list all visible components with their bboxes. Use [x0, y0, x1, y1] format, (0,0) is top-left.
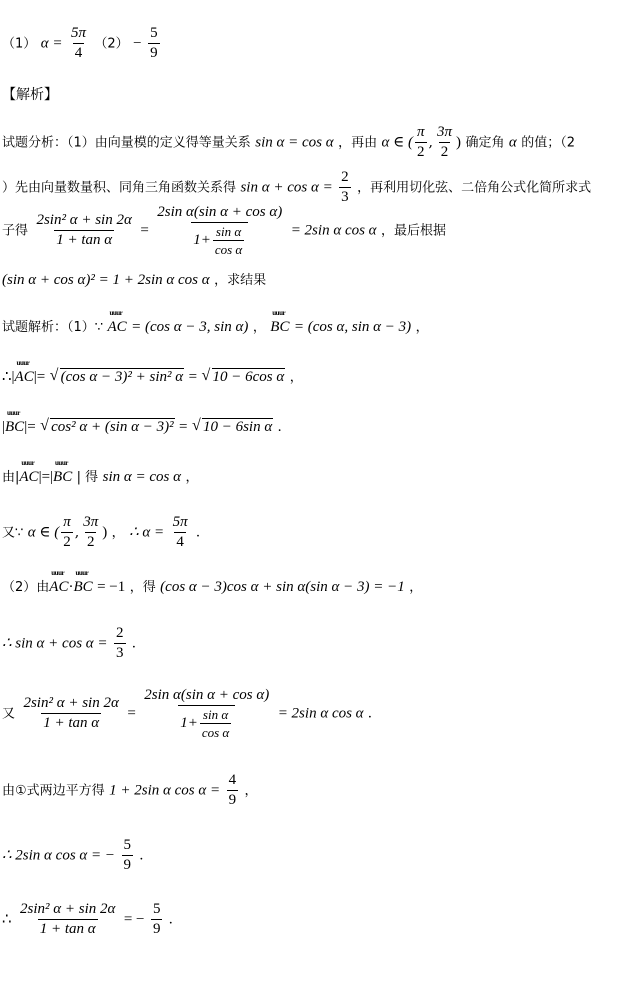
math-expr: = −1 — [97, 579, 126, 595]
math-expr: = 2sin α cos α — [290, 222, 377, 239]
math-expr: | — [2, 419, 6, 435]
math-expr: sin α = cos α — [255, 134, 334, 151]
solution-line-2 — [2, 370, 303, 385]
fraction: $\frac{3\pi}{2}$ — [83, 514, 99, 550]
answer-2-fraction: $\frac{5}{9}$ — [150, 25, 158, 61]
fraction: 2sin α(sin α + cos α) 1+ $\frac{\text{sin α}}{\text{cos α}}$ — [157, 204, 283, 257]
analysis-text: 试题分析：（1）由向量模的定义得等量关系 — [2, 135, 251, 151]
math-expr: = − — [123, 911, 145, 928]
analysis-text: ，再利用切化弦、二倍角公式化简所求式 — [357, 180, 592, 196]
fraction: $\frac{4}{9}$ — [228, 772, 237, 808]
math-expr: = — [179, 419, 188, 435]
vector-bc: uuur BC — [73, 580, 92, 595]
solution-text: ，得 — [129, 580, 156, 595]
solution-line-3 — [2, 420, 281, 435]
math-expr: = — [127, 705, 136, 722]
math-expr: = 2sin α cos α — [277, 705, 364, 722]
solution-line-5: 又∵ α ∈ ( $\frac{\pi}{2}$ , $\frac{3\pi}{2}$ ) ， ∴ α = $\frac{5\pi}{4}$ . — [2, 514, 200, 550]
analysis-text: 确定角 — [465, 135, 505, 151]
solution-text: 由①式两边平方得 — [2, 783, 105, 799]
math-expr: ∴ sin α + cos α = — [2, 635, 108, 652]
vector-bc: uuur BC — [53, 470, 72, 485]
solution-line-9 — [2, 773, 258, 808]
math-expr: · — [68, 579, 74, 595]
solution-text: ， — [289, 370, 303, 385]
solution-text: ， — [252, 320, 266, 335]
fraction: $\frac{\text{2sin² α + sin 2α}}{\text{1 + tan α}}$ — [36, 212, 132, 248]
part-1-label: （1） — [2, 36, 37, 52]
vector-ac: uuur AC — [15, 370, 34, 385]
analysis-text: 的值；（2 — [521, 135, 576, 151]
math-expr: ) — [456, 134, 461, 151]
solution-line-4 — [2, 470, 198, 485]
math-expr: = — [188, 369, 198, 385]
solution-text: | 得 — [76, 470, 99, 485]
solution-text: 由| — [2, 470, 20, 485]
answer-1-fraction: $\frac{5\pi}{4}$ — [70, 25, 86, 61]
math-expr: ∴ α = — [129, 524, 165, 541]
analysis-line-4 — [2, 273, 266, 288]
solution-line-11 — [2, 902, 173, 937]
math-expr: sin α + cos α = — [240, 179, 333, 196]
fraction: $\frac{2}{3}$ — [341, 169, 349, 205]
fraction: $\frac{5\pi}{4}$ — [172, 514, 188, 550]
fraction: $\frac{2}{3}$ — [116, 625, 124, 661]
fraction: $\frac{\text{2sin² α + sin 2α}}{\text{1 + tan α}}$ — [20, 901, 116, 937]
math-expr: 1 + 2sin α cos α = — [109, 782, 221, 799]
sqrt-expr: √ 10 − 6sin α — [192, 420, 273, 435]
solution-text: ， — [244, 783, 258, 799]
math-expr: sin α = cos α — [102, 469, 181, 485]
math-expr: = — [140, 222, 149, 239]
math-expr: . — [139, 847, 144, 864]
sqrt-expr: √ cos² α + (sin α − 3)² — [40, 420, 174, 435]
vector-bc: uuur BC — [5, 420, 24, 435]
math-expr: . — [277, 419, 282, 435]
math-expr: ∴ — [2, 911, 12, 928]
analysis-text: ，求结果 — [214, 273, 267, 288]
solution-line-7 — [2, 626, 136, 661]
fraction: $\frac{5}{9}$ — [152, 901, 161, 937]
solution-text: ， — [409, 580, 423, 595]
math-expr: (sin α + cos α)² = 1 + 2sin α cos α — [2, 272, 210, 288]
solution-line-6 — [2, 580, 422, 595]
solution-text: ， — [415, 320, 429, 335]
sqrt-expr: √ 10 − 6cos α — [202, 370, 286, 385]
section-title: 【解析】 — [2, 87, 58, 103]
solution-text: ， — [185, 470, 199, 485]
solution-text: 试题解析：（1）∵ — [2, 320, 104, 335]
part-2-label: （2） — [94, 36, 129, 52]
math-expr: α ∈ ( — [381, 134, 414, 151]
answer-2-sign: − — [133, 35, 142, 52]
vector-bc: uuur BC — [270, 320, 289, 335]
math-expr: = (cos α, sin α − 3) — [293, 319, 412, 335]
analysis-text: ，再由 — [338, 135, 378, 151]
math-expr: |= — [33, 369, 46, 385]
answer-line — [2, 26, 162, 61]
solution-text: 又 — [2, 706, 16, 722]
solution-line-8 — [2, 688, 372, 739]
math-expr: . — [131, 635, 136, 652]
math-expr: |=| — [38, 469, 54, 485]
analysis-line-2 — [2, 170, 591, 205]
solution-text: ， — [111, 525, 125, 541]
fraction: $\frac{\pi}{2}$ — [417, 124, 425, 160]
analysis-text: ，最后根据 — [381, 223, 447, 239]
alpha-eq: α = — [40, 35, 63, 52]
vector-ac: uuur AC — [108, 320, 127, 335]
math-expr: . — [168, 911, 173, 928]
analysis-line-1: 试题分析：（1）由向量模的定义得等量关系 sin α = cos α ，再由 α ∈ ( $\frac{\pi}{2}$ , $\frac{3\pi}{2}$ ) 确定角 α 的值；（2 — [2, 124, 576, 160]
math-expr: (cos α − 3)cos α + sin α(sin α − 3) = −1 — [160, 579, 405, 595]
math-expr: α ∈ ( — [27, 524, 60, 541]
math-expr: ∴| — [2, 369, 15, 385]
analysis-line-3 — [2, 205, 446, 256]
math-expr: . — [368, 705, 372, 722]
math-expr: = (cos α − 3, sin α) — [131, 319, 249, 335]
solution-line-10 — [2, 838, 143, 873]
fraction: $\frac{\pi}{2}$ — [63, 514, 71, 550]
math-expr: ) — [102, 524, 108, 541]
analysis-text: ）先由向量数量积、同角三角函数关系得 — [2, 180, 237, 196]
fraction: $\frac{5}{9}$ — [123, 837, 131, 873]
fraction: $\frac{\text{2sin² α + sin 2α}}{\text{1 + tan α}}$ — [23, 695, 119, 731]
solution-line-1 — [2, 320, 429, 335]
math-expr: . — [196, 524, 200, 541]
sqrt-expr: √ (cos α − 3)² + sin² α — [50, 370, 184, 385]
fraction: 2sin α(sin α + cos α) 1+ $\frac{\text{sin α}}{\text{cos α}}$ — [144, 687, 270, 740]
math-expr: α — [508, 134, 517, 151]
vector-ac: uuur AC — [49, 580, 68, 595]
vector-ac: uuur AC — [19, 470, 38, 485]
math-expr: |= — [24, 419, 36, 435]
fraction: $\frac{3\pi}{2}$ — [436, 124, 452, 160]
analysis-text: 子得 — [2, 223, 29, 239]
solution-text: 又∵ — [2, 525, 24, 541]
math-expr: ∴ 2sin α cos α = − — [2, 847, 116, 864]
solution-text: （2）由 — [2, 580, 50, 595]
